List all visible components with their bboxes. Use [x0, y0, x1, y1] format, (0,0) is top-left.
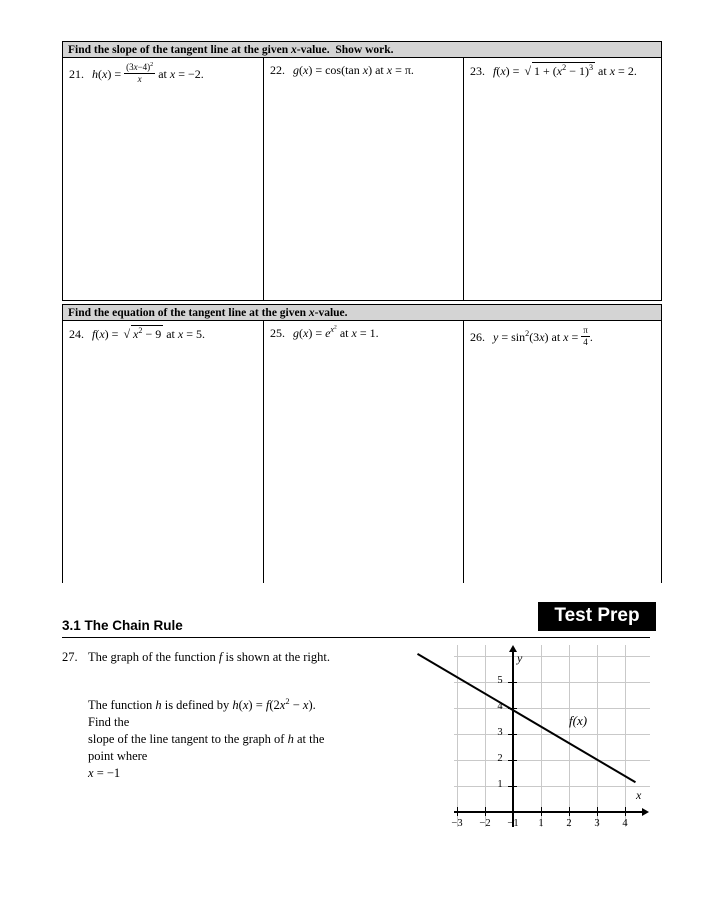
problem-21-number: 21. — [69, 66, 84, 81]
y-tick-label: 4 — [497, 701, 503, 712]
gridline-h — [454, 760, 650, 761]
gridline-h — [454, 682, 650, 683]
x-tick-label: −3 — [451, 818, 463, 829]
y-tick — [508, 708, 517, 709]
x-axis-label: x — [636, 788, 642, 802]
section-header-equation — [62, 304, 662, 321]
problem-27-body-line3: x = −1 — [88, 766, 121, 780]
x-tick — [569, 807, 570, 816]
x-tick-label: 3 — [594, 818, 600, 829]
section-header-equation-text: Find the equation of the tangent line at the given x-value. — [68, 307, 348, 319]
x-tick — [485, 807, 486, 816]
y-axis-label: y — [517, 651, 523, 665]
problem-27-number: 27. — [62, 650, 78, 664]
problem-grid-slope — [62, 58, 662, 301]
y-tick-label: 1 — [497, 779, 503, 790]
problem-cell-21 — [63, 58, 263, 300]
problem-cell-24 — [63, 321, 263, 583]
gridline-h — [454, 656, 650, 657]
problem-24-number: 24. — [69, 327, 84, 341]
x-tick-label: −1 — [507, 818, 519, 829]
gridline-h — [454, 708, 650, 709]
problem-25-number: 25. — [270, 326, 285, 340]
problem-27-body — [88, 697, 338, 782]
gridline-v — [625, 645, 626, 827]
section-header-slope — [62, 41, 662, 58]
problem-23-statement: 23. f(x) = √ $1 + (x^2 - 1)^3$ at x = 2. — [470, 63, 637, 78]
gridline-v — [597, 645, 598, 827]
section-header-slope-text: Find the slope of the tangent line at the given x-value. Show work. — [68, 44, 394, 56]
y-tick — [508, 760, 517, 761]
x-tick-label: 4 — [622, 818, 628, 829]
x-tick — [625, 807, 626, 816]
x-tick — [457, 807, 458, 816]
problem-22-statement: 22. g(x) = cos(tan x) at x = π. — [270, 63, 414, 77]
x-tick — [541, 807, 542, 816]
y-tick — [508, 734, 517, 735]
x-axis-arrow — [642, 808, 649, 816]
problem-23-number: 23. — [470, 64, 485, 78]
problem-cell-22 — [263, 58, 463, 300]
title-underline — [62, 637, 650, 638]
problem-21-statement: 21. h(x) = $\frac{(3x-4)^2}{x}$ at x = −2. — [69, 62, 204, 84]
x-tick-label: −2 — [479, 818, 491, 829]
problem-22-number: 22. — [270, 63, 285, 77]
gridline-v — [485, 645, 486, 827]
problem-grid-equation — [62, 321, 662, 583]
graph-f-of-x — [451, 645, 650, 829]
problem-cell-25 — [263, 321, 463, 583]
page-title: 3.1 The Chain Rule — [62, 618, 183, 633]
problem-cell-26 — [463, 321, 663, 583]
curve-label: f(x) — [569, 713, 588, 728]
y-tick — [508, 682, 517, 683]
test-prep-badge: Test Prep — [538, 602, 656, 631]
x-tick-label: 2 — [566, 818, 572, 829]
x-tick — [597, 807, 598, 816]
problem-24-statement: 24. f(x) = √ $x^2 - 9$ at x = 5. — [69, 326, 205, 341]
function-curve — [417, 653, 636, 783]
problem-25-statement: 25. $g(x) = e^{x^2}$ at x = 1. — [270, 324, 379, 340]
x-tick-label: 1 — [538, 818, 544, 829]
problem-26-number: 26. — [470, 329, 485, 344]
y-tick-label: 3 — [497, 727, 503, 738]
problem-27-body-line2: slope of the line tangent to the graph of h at the point where — [88, 732, 325, 763]
problem-27-body-line1: The function h is defined by $h(x) = f(2x^2 - x)$. Find the — [88, 695, 319, 729]
problem-26-statement: 26. $y = \sin^2(3x)$ at x = $\frac{\pi}{4}$ . — [470, 325, 593, 347]
problem-27-line1: The graph of the function f is shown at the right. — [88, 650, 330, 664]
gridline-v — [569, 645, 570, 827]
y-tick-label: 2 — [497, 753, 503, 764]
gridline-h — [454, 786, 650, 787]
x-axis — [454, 811, 643, 813]
y-axis — [512, 651, 514, 827]
y-axis-arrow — [509, 645, 517, 652]
gridline-v — [541, 645, 542, 827]
gridline-v — [457, 645, 458, 827]
y-tick — [508, 786, 517, 787]
problem-cell-23 — [463, 58, 663, 300]
y-tick-label: 5 — [497, 675, 503, 686]
